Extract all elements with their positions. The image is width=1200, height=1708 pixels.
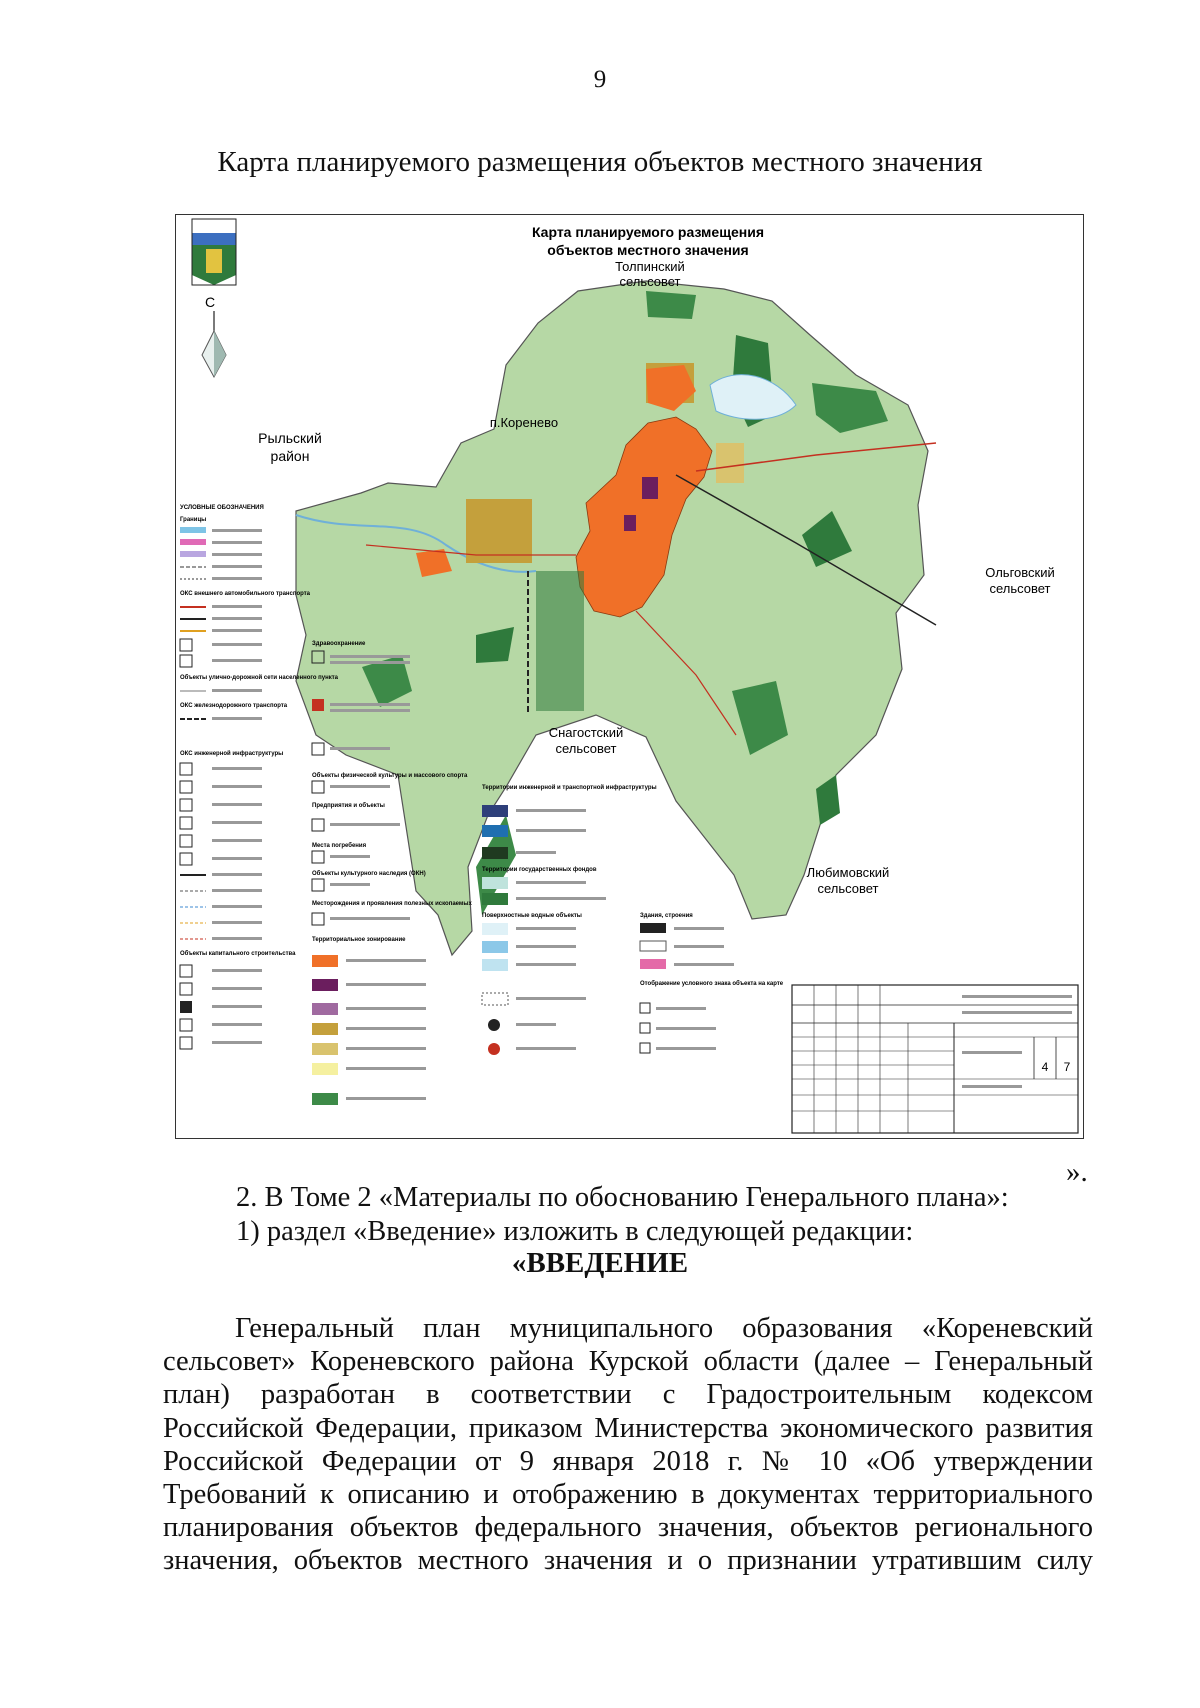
body-line: сельсовет» Кореневского района Курской области (далее – Генеральный	[163, 1346, 1093, 1378]
intro-title: «ВВЕДЕНИЕ	[511, 1247, 689, 1279]
label-olgovsky-1: Ольговский	[985, 565, 1055, 580]
section-line-2: 1) раздел «Введение» изложить в следующей редакции:	[236, 1216, 914, 1247]
body-line: планирования объектов федерального значения, объектов регионального	[163, 1512, 1093, 1544]
legend-group-sign: Отображение условного знака объекта на карте	[640, 981, 784, 987]
page-number: 9	[593, 66, 607, 93]
legend-group-burials: Места погребения	[312, 843, 367, 849]
legend-group-borders: Границы	[180, 517, 207, 523]
settlement-public	[624, 515, 636, 531]
body-line: план) разработан в соответствии с Градостроительным кодексом	[163, 1379, 1093, 1411]
legend-group-enterprises: Предприятия и объекты	[312, 803, 385, 809]
label-tolpino-2: сельсовет	[619, 274, 681, 289]
stamp-sheets: 7	[1063, 1060, 1071, 1074]
legend-group-rail: ОКС железнодорожного транспорта	[180, 703, 288, 709]
forest-patch	[646, 291, 696, 319]
legend-group-buildings: Здания, строения	[640, 913, 693, 919]
map-figure	[175, 214, 1084, 1139]
label-olgovsky-2: сельсовет	[989, 581, 1051, 596]
label-lyubimov-2: сельсовет	[817, 881, 879, 896]
district-strip	[536, 571, 584, 711]
legend-group-zoning: Территориальное зонирование	[312, 937, 406, 943]
label-rylsk-2: район	[270, 448, 310, 464]
legend-group-transport: ОКС внешнего автомобильного транспорта	[180, 591, 311, 597]
north-arrow-icon	[202, 294, 226, 377]
coat-of-arms-icon	[192, 219, 236, 285]
north-label: С	[204, 294, 216, 310]
body-line: значения, объектов местного значения и о признании утратившим силу	[163, 1545, 1093, 1577]
map-svg	[176, 215, 1083, 1138]
legend-group-heritage: Объекты культурного наследия (ОКН)	[312, 871, 426, 877]
settlement-public	[642, 477, 658, 499]
closing-quote: ».	[1066, 1156, 1088, 1188]
legend-column-4	[640, 913, 784, 1053]
legend-group-healthcare: Здравоохранение	[312, 641, 366, 647]
page-heading: Карта планируемого размещения объектов местного значения	[217, 146, 983, 178]
legend-group-state-forest: Территории государственных фондов	[482, 867, 597, 873]
body-paragraph	[163, 1312, 1093, 1578]
map-title-line2: объектов местного значения	[547, 242, 749, 258]
legend-group-engineering: ОКС инженерной инфраструктуры	[180, 751, 284, 757]
label-tolpino-1: Толпинский	[615, 259, 685, 274]
label-snagost-2: сельсовет	[555, 741, 617, 756]
territory-base	[296, 281, 928, 955]
body-line: Российской Федерации, приказом Министерства экономического развития	[163, 1412, 1093, 1444]
body-line: Российской Федерации от 9 января 2018 г. № 10 «Об утверждении	[163, 1445, 1093, 1477]
section-line-1: 2. В Томе 2 «Материалы по обоснованию Генерального плана»:	[236, 1182, 1009, 1213]
industrial-zone	[466, 499, 532, 563]
legend-header: УСЛОВНЫЕ ОБОЗНАЧЕНИЯ	[180, 505, 264, 511]
label-lyubimov-1: Любимовский	[806, 865, 890, 880]
body-line: Требований к описанию и отображению в документах территориального	[163, 1479, 1093, 1511]
legend-group-street: Объекты улично-дорожной сети населенного пункта	[180, 675, 339, 681]
legend-group-deposits: Месторождения и проявления полезных ископаемых	[312, 901, 472, 907]
map-title-line1: Карта планируемого размещения	[531, 224, 765, 240]
legend-group-construction: Объекты капитального строительства	[180, 951, 296, 957]
body-line: Генеральный план муниципального образования «Кореневский	[235, 1313, 1093, 1344]
industrial-zone	[716, 443, 744, 483]
label-korenevo: п.Коренево	[489, 415, 559, 430]
legend-group-water: Поверхностные водные объекты	[482, 913, 582, 919]
label-snagost-1: Снагостский	[548, 725, 624, 740]
legend-group-sports: Объекты физической культуры и массового спорта	[312, 773, 468, 779]
title-block	[792, 985, 1078, 1133]
label-rylsk-1: Рыльский	[258, 430, 322, 446]
stamp-sheet: 4	[1041, 1060, 1049, 1074]
legend-group-eng-territories: Территории инженерной и транспортной инфраструктуры	[482, 785, 657, 791]
